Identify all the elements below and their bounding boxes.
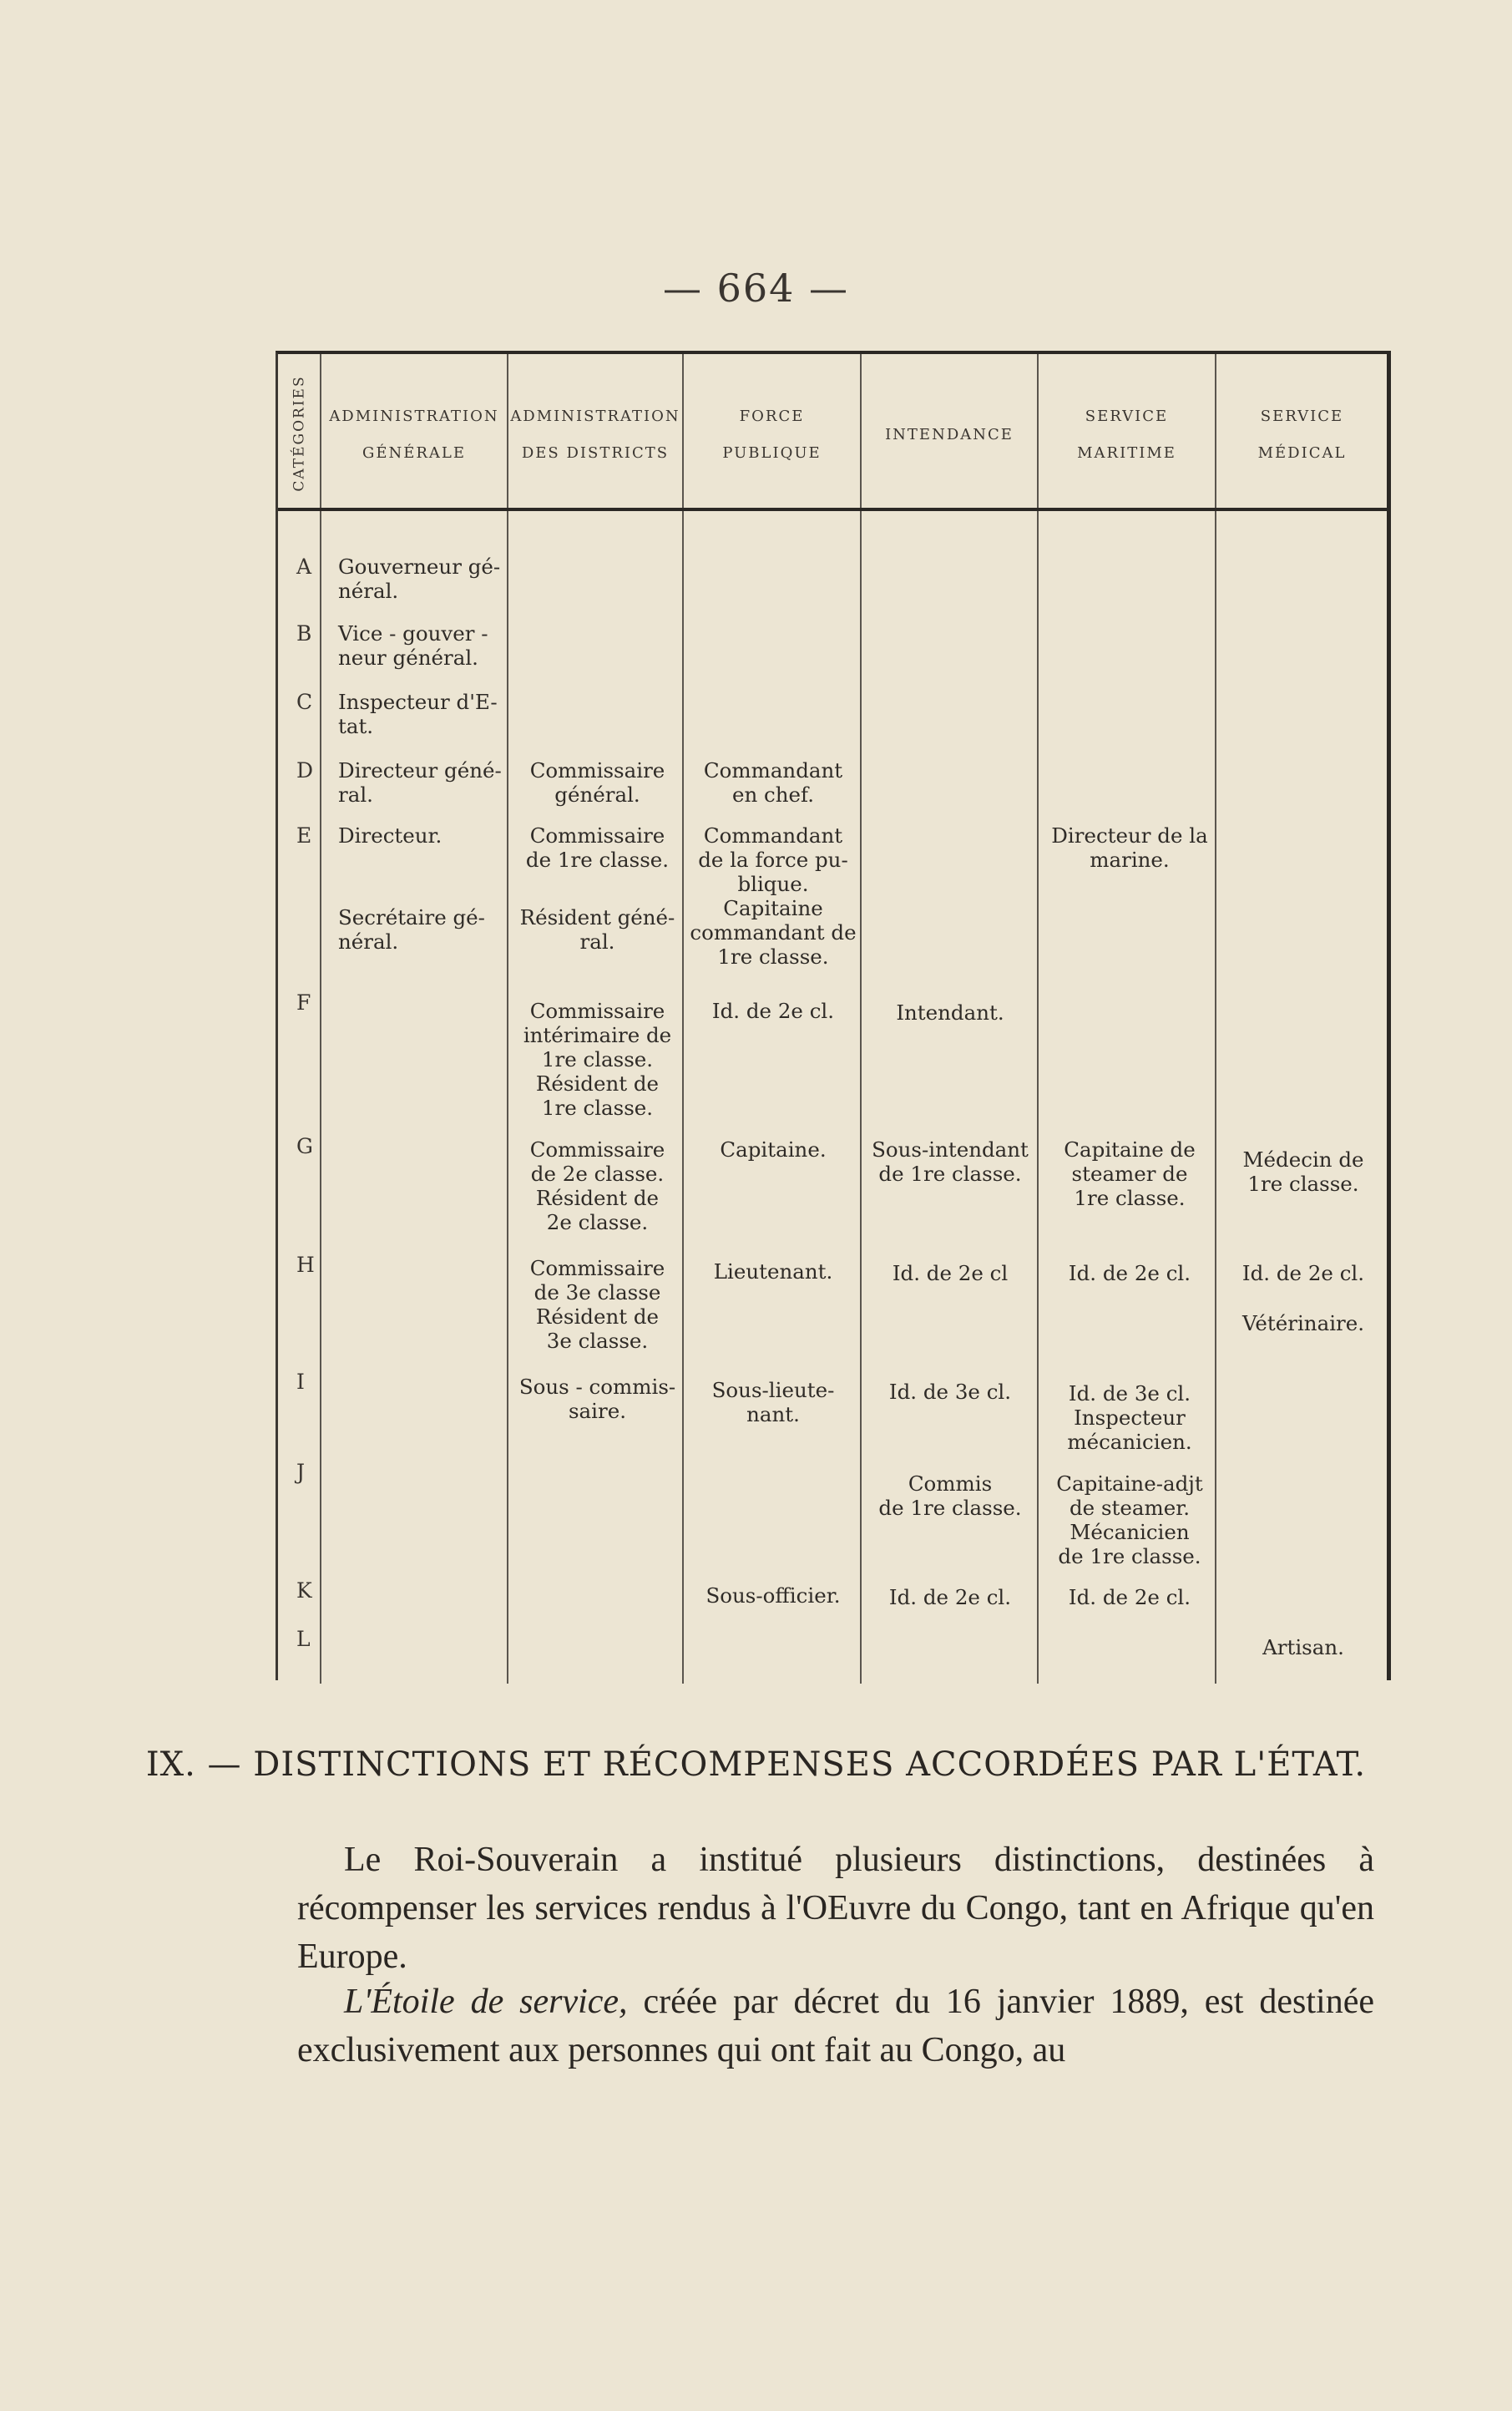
table-cell: Résident géné- ral.	[519, 905, 675, 954]
table-cell: Gouverneur gé- néral.	[338, 555, 501, 603]
table-cell: Commandant en chef.	[703, 758, 843, 807]
paragraph-text: Le Roi-Souverain a institué plusieurs distinctions, destinées à récompenser les services rendus à l'OEuvre du Congo, tant en Afrique qu'en Europe.	[297, 1841, 1374, 1976]
category-letter: L	[296, 1627, 311, 1651]
table-cell: Sous-intendant de 1re classe.	[872, 1137, 1029, 1186]
table-cell: Id. de 2e cl.	[888, 1585, 1012, 1609]
header-service-medical	[1216, 364, 1388, 506]
table-cell: Sous - commis- saire.	[518, 1375, 676, 1423]
header-administration-districts	[508, 364, 682, 506]
table-cell: Commissaire de 2e classe. Résident de 2e classe.	[529, 1137, 665, 1234]
category-letter: A	[296, 555, 312, 579]
paragraph-text: créée par décret du 16 janvier 1889, est destinée exclusivement aux personnes qui ont fait au Congo, au	[297, 1983, 1374, 2069]
category-letter: E	[296, 823, 312, 848]
category-letter: I	[296, 1370, 305, 1394]
header-line: FORCE	[739, 408, 805, 425]
header-line: ADMINISTRATION	[510, 408, 680, 425]
table-cell: Directeur géné- ral.	[338, 758, 502, 807]
header-categories	[283, 371, 316, 496]
ranks-table	[276, 351, 1391, 1680]
table-cell: Commandant de la force pu- blique. Capitaine commandant de 1re classe.	[690, 823, 857, 969]
table-cell: Commissaire de 3e classe Résident de 3e classe.	[529, 1256, 665, 1353]
table-cell: Id. de 3e cl. Inspecteur mécanicien.	[1067, 1381, 1192, 1454]
table-cell: Commissaire intérimaire de 1re classe. Résident de 1re classe.	[523, 999, 672, 1120]
table-cell: Intendant.	[896, 1000, 1004, 1025]
table-cell: Médecin de 1re classe.	[1242, 1147, 1364, 1196]
table-cell: Commissaire général.	[529, 758, 665, 807]
paragraph-italic: L'Étoile de service,	[344, 1983, 628, 2021]
category-letter: B	[296, 621, 312, 646]
table-cell: Secrétaire gé- néral.	[338, 905, 485, 954]
category-letter: H	[296, 1253, 315, 1277]
header-administration-generale	[321, 364, 507, 506]
category-letter: D	[296, 758, 314, 783]
table-cell: Artisan.	[1262, 1635, 1344, 1659]
table-cell: Id. de 2e cl.	[711, 999, 835, 1023]
table-cell: Directeur de la marine.	[1051, 823, 1208, 872]
category-letter: J	[296, 1460, 306, 1484]
paragraph	[297, 1978, 1374, 2074]
header-line: ADMINISTRATION	[329, 408, 499, 425]
table-cell: Capitaine-adjt de steamer. Mécanicien de 1re classe.	[1056, 1471, 1203, 1568]
category-letter: C	[296, 690, 313, 714]
table-cell: Id. de 3e cl.	[888, 1380, 1012, 1404]
table-cell: Inspecteur d'E- tat.	[338, 690, 498, 738]
header-line: GÉNÉRALE	[362, 444, 467, 462]
category-letter: G	[296, 1134, 313, 1158]
table-cell: Commissaire de 1re classe.	[525, 823, 670, 872]
header-categories-label: CATÉGORIES	[291, 375, 309, 492]
section-title: IX. — DISTINCTIONS ET RÉCOMPENSES ACCORDÉES PAR L'ÉTAT.	[145, 1745, 1367, 1784]
paragraph	[297, 1836, 1374, 1981]
table-cell: Vice - gouver - neur général.	[338, 621, 488, 670]
header-line: SERVICE	[1085, 408, 1169, 425]
header-line: PUBLIQUE	[722, 444, 822, 462]
header-line: MARITIME	[1077, 444, 1176, 462]
table-cell: Sous-lieute- nant.	[711, 1378, 835, 1426]
table-cell: Id. de 2e cl.	[1068, 1261, 1191, 1285]
table-cell: Capitaine de steamer de 1re classe.	[1064, 1137, 1196, 1210]
table-cell: Capitaine.	[720, 1137, 827, 1162]
table-cell: Id. de 2e cl.	[1068, 1585, 1191, 1609]
page-number: — 664 —	[662, 266, 850, 311]
header-line: MÉDICAL	[1257, 444, 1347, 462]
header-separator	[278, 508, 1387, 511]
table-cell: Id. de 2e cl	[892, 1261, 1009, 1285]
header-line: DES DISTRICTS	[521, 444, 670, 462]
table-cell: Vétérinaire.	[1241, 1311, 1365, 1335]
header-service-maritime	[1039, 364, 1215, 506]
header-line: SERVICE	[1260, 408, 1344, 425]
table-cell: Lieutenant.	[713, 1259, 833, 1284]
header-force-publique	[684, 364, 860, 506]
table-cell: Directeur.	[338, 823, 442, 848]
table-cell: Commis de 1re classe.	[878, 1471, 1022, 1520]
category-letter: K	[296, 1578, 312, 1603]
header-intendance	[862, 364, 1037, 506]
column-divider	[507, 354, 508, 1684]
table-cell: Sous-officier.	[705, 1583, 841, 1608]
category-letter: F	[296, 990, 311, 1015]
table-cell: Id. de 2e cl.	[1241, 1261, 1365, 1285]
header-line: INTENDANCE	[885, 426, 1014, 443]
column-divider	[320, 354, 321, 1684]
